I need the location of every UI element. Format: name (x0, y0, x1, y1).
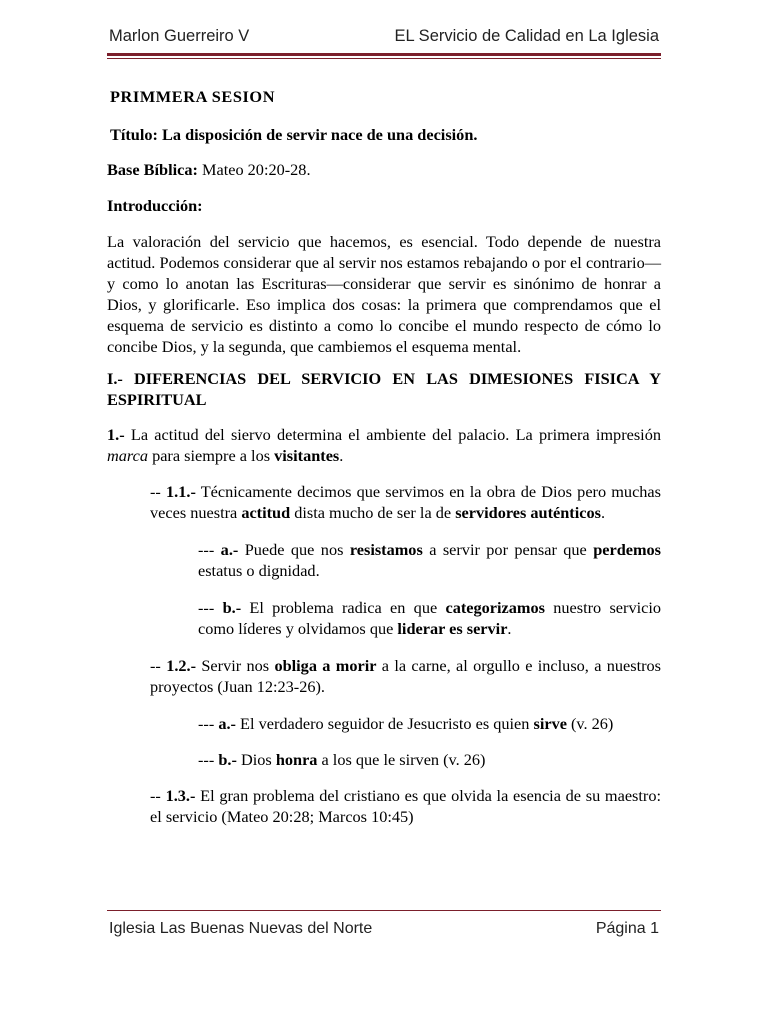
header-rule-thin (107, 58, 661, 59)
page-footer (107, 920, 661, 944)
point-1-1-a (107, 539, 661, 581)
bold-term: perdemos (593, 540, 662, 559)
point-text: Servir nos (196, 656, 275, 675)
footer-rule (107, 910, 661, 911)
point-number: b.- (218, 750, 237, 769)
bold-term: resistamos (349, 540, 423, 559)
bold-term: sirve (533, 714, 567, 733)
point-number: a.- (218, 714, 236, 733)
header-author: Marlon Guerreiro V (109, 27, 250, 45)
bold-term: servidores auténticos (455, 503, 601, 522)
point-1-1-b (107, 597, 661, 639)
introduction-paragraph: La valoración del servicio que hacemos, es esencial. Todo depende de nuestra actitud. Podemos considerar que al servir nos estamos rebajando o por el contrario—y como lo anotan las Escrituras—considerar que servir es sinónimo de honrar a Dios, y glorificarle. Eso implica dos cosas: la primera que comprendamos que el esquema de servicio es distinto a como lo concibe el mundo respecto de cómo lo concibe Dios, y la segunda, que cambiemos el esquema mental. (107, 232, 661, 356)
point-text: La actitud del siervo determina el ambiente del palacio. La primera impresión (124, 425, 661, 444)
point-1 (107, 424, 661, 466)
dash-prefix: --- (198, 714, 219, 733)
title-text: La disposición de servir nace de una decisión. (162, 125, 478, 144)
point-text: Técnicamente decimos que servimos en la obra de Dios pero muchas veces nuestra (150, 482, 661, 522)
point-text: a la carne, al orgullo e incluso, a nuestros proyectos (Juan 12:23-26). (150, 656, 662, 696)
bold-term: obliga a morir (274, 656, 377, 675)
title-label: Título: (110, 125, 158, 144)
point-text: El verdadero seguidor de Jesucristo es quien (235, 714, 534, 733)
dash-prefix: -- (150, 656, 167, 675)
point-text: estatus o dignidad. (198, 561, 320, 580)
document-body (107, 86, 661, 827)
bold-term: liderar es servir (397, 619, 508, 638)
point-text: para siempre a los (148, 446, 275, 465)
point-number: b.- (222, 598, 242, 617)
bold-term: categorizamos (445, 598, 545, 617)
point-number: 1.- (107, 425, 125, 444)
point-text: El gran problema del cristiano es que olvida la esencia de su maestro: el servicio (Mateo 20:28; Marcos 10:45) (150, 786, 661, 826)
session-title (107, 124, 661, 145)
point-1-2-a (107, 713, 661, 734)
introduction-heading: Introducción: (107, 196, 203, 215)
page-header (107, 27, 661, 51)
point-text: (v. 26) (566, 714, 614, 733)
bible-base (107, 159, 661, 180)
point-text: a los que le sirven (v. 26) (317, 750, 486, 769)
point-text: . (600, 503, 606, 522)
dash-prefix: --- (198, 598, 223, 617)
header-rule-thick (107, 53, 661, 56)
session-heading: PRIMMERA SESION (110, 87, 276, 106)
bold-term: honra (275, 750, 318, 769)
bold-term: visitantes (274, 446, 340, 465)
page-number: Página 1 (595, 920, 659, 937)
dash-prefix: --- (198, 750, 219, 769)
point-text: nuestro servicio como líderes y olvidamos que (198, 598, 661, 638)
point-number: a.- (220, 540, 239, 559)
dash-prefix: -- (150, 482, 167, 501)
point-number: 1.2.- (166, 656, 197, 675)
point-number: 1.1.- (166, 482, 196, 501)
dash-prefix: --- (198, 540, 221, 559)
header-document-title: EL Servicio de Calidad en La Iglesia (394, 27, 659, 45)
point-text: a servir por pensar que (422, 540, 594, 559)
point-number: 1.3.- (165, 786, 196, 805)
point-text: El problema radica en que (241, 598, 446, 617)
point-text: Dios (236, 750, 276, 769)
point-text: Puede que nos (238, 540, 350, 559)
point-text: . (507, 619, 512, 638)
footer-church-name: Iglesia Las Buenas Nuevas del Norte (109, 920, 373, 937)
dash-prefix: -- (150, 786, 166, 805)
point-text: dista mucho de ser la de (290, 503, 456, 522)
section-heading: I.- DIFERENCIAS DEL SERVICIO EN LAS DIMESIONES FISICA Y ESPIRITUAL (107, 369, 661, 409)
point-text: . (339, 446, 344, 465)
point-1-2 (107, 655, 661, 697)
bible-base-text: Mateo 20:20-28. (202, 160, 311, 179)
point-1-2-b (107, 749, 661, 770)
bible-base-label: Base Bíblica: (107, 160, 198, 179)
point-1-3 (107, 785, 661, 827)
point-1-1 (107, 481, 661, 523)
bold-term: actitud (241, 503, 291, 522)
emphasis-text: marca (107, 446, 148, 465)
